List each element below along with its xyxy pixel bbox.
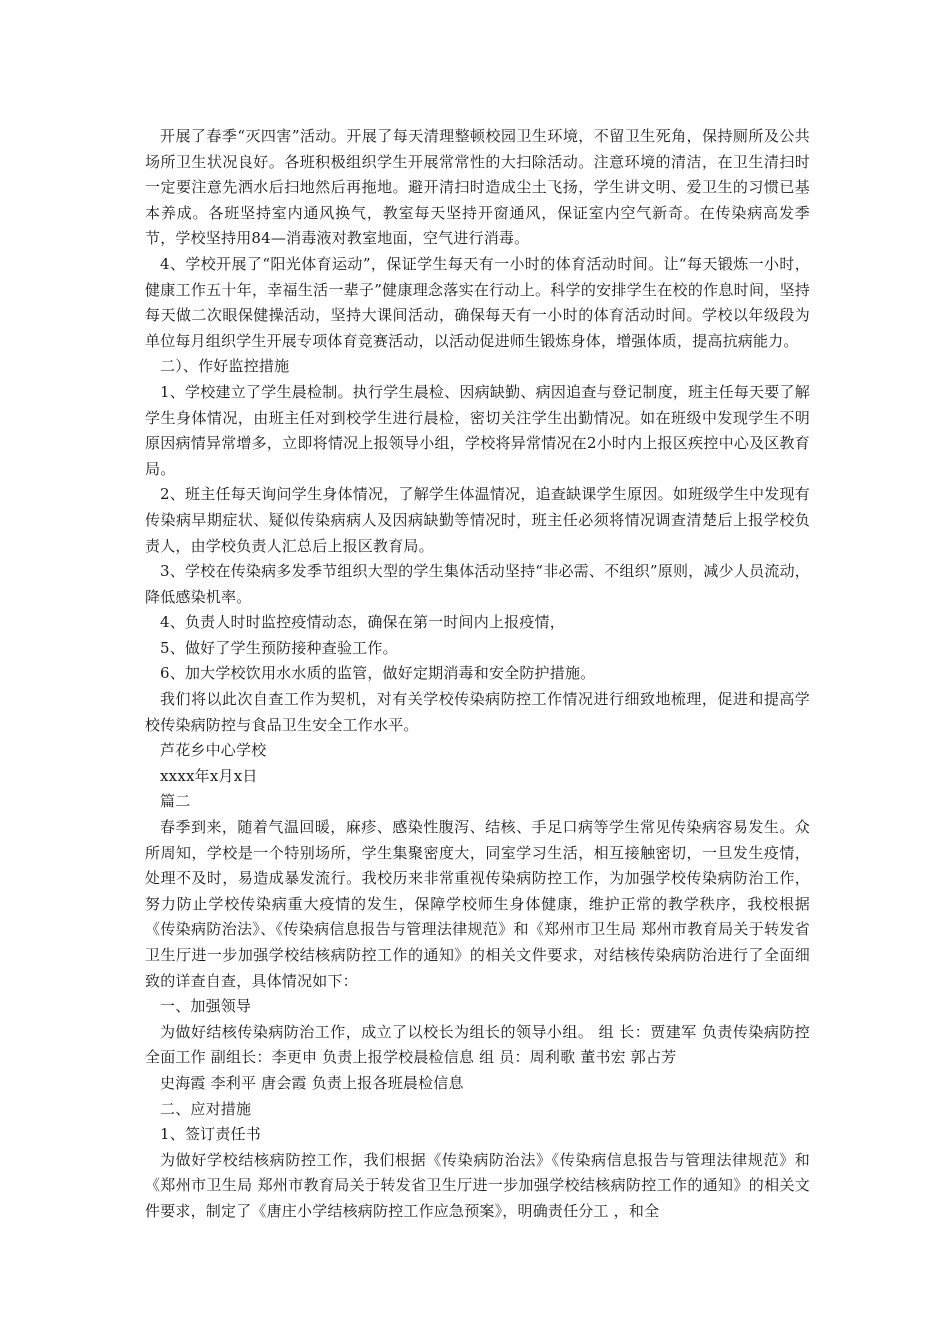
paragraph: 4、负责人时时监控疫情动态，确保在第一时间内上报疫情， bbox=[160, 613, 565, 632]
paragraph: 开展了春季“灭四害”活动。开展了每天清理整顿校园卫生环境，不留卫生死角，保持厕所及公共场所卫生状况良好。各班积极组织学生开展常常性的大扫除活动。注意环境的清洁，在卫生清扫时一定要注意先洒水后扫地然后再拖地。避开清扫时造成尘土飞扬，学生讲文明、爱卫生的习惯已基本养成。各班坚持室内通风换气，教室每天坚持开窗通风，保证室内空气新奇。在传染病高发季节，学校坚持用84—消毒液对教室地面，空气进行消毒。 bbox=[145, 127, 810, 248]
section-title: 篇二 bbox=[160, 792, 191, 811]
section-heading: 二）、作好监控措施 bbox=[160, 357, 290, 376]
paragraph: 为做好学校结核病防控工作，我们根据《传染病防治法》《传染病信息报告与管理法律规范》和《郑州市卫生局 郑州市教育局关于转发省卫生厅进一步加强学校结核病防控工作的通知》的相关文件要求，制定了《唐庄小学结核病防控工作应急预案》，明确责任分工 ，和全 bbox=[145, 1150, 810, 1220]
paragraph: 2、班主任每天询问学生身体情况，了解学生体温情况，追查缺课学生原因。如班级学生中发现有传染病早期症状、疑似传染病病人及因病缺勤等情况时，班主任必须将情况调查清楚后上报学校负责人，由学校负责人汇总后上报区教育局。 bbox=[145, 485, 810, 555]
signature-date: xxxx年x月x日 bbox=[160, 766, 258, 785]
paragraph: 4、学校开展了“阳光体育运动”，保证学生每天有一小时的体育活动时间。让“每天锻炼一小时，健康工作五十年，幸福生活一辈子”健康理念落实在行动上。科学的安排学生在校的作息时间，坚持每天做二次眼保健操活动，坚持大课间活动，确保每天有一小时的体育活动时间。学校以年级段为单位每月组织学生开展专项体育竞赛活动，以活动促进师生锻炼身体，增强体质，提高抗病能力。 bbox=[145, 254, 810, 350]
section-heading: 二、应对措施 bbox=[160, 1099, 252, 1118]
document-body bbox=[145, 124, 810, 1225]
paragraph: 春季到来，随着气温回暖，麻疹、感染性腹泻、结核、手足口病等学生常见传染病容易发生。众所周知，学校是一个特别场所，学生集聚密度大，同室学习生活，相互接触密切，一旦发生疫情，处理不及时，易造成暴发流行。我校历来非常重视传染病防控工作，为加强学校传染病防治工作，努力防止学校传染病重大疫情的发生，保障学校师生身体健康，维护正常的教学秩序，我校根据《传染病防治法》、《传染病信息报告与管理法律规范》和《郑州市卫生局 郑州市教育局关于转发省卫生厅进一步加强学校结核病防控工作的通知》的相关文件要求，对结核传染病防治进行了全面细致的详查自查，具体情况如下： bbox=[145, 818, 810, 990]
paragraph: 我们将以此次自查工作为契机，对有关学校传染病防控工作情况进行细致地梳理，促进和提高学校传染病防控与食品卫生安全工作水平。 bbox=[145, 690, 810, 734]
paragraph: 5、做好了学生预防接种查验工作。 bbox=[160, 638, 398, 657]
paragraph: 3、学校在传染病多发季节组织大型的学生集体活动坚持“非必需、不组织”原则，减少人员流动，降低感染机率。 bbox=[145, 562, 810, 606]
paragraph: 史海霞 李利平 唐会霞 负责上报各班晨检信息 bbox=[160, 1073, 464, 1092]
paragraph: 为做好结核传染病防治工作，成立了以校长为组长的领导小组。 组 长：贾建军 负责传染病防控全面工作 副组长：李更申 负责上报学校晨检信息 组 员：周利歌 董书宏 郭占芳 bbox=[145, 1022, 810, 1067]
section-heading: 一、加强领导 bbox=[160, 997, 252, 1016]
paragraph: 6、加大学校饮用水水质的监管，做好定期消毒和安全防护措施。 bbox=[160, 664, 596, 683]
paragraph: 1、学校建立了学生晨检制。执行学生晨检、因病缺勤、病因追查与登记制度，班主任每天要了解学生身体情况，由班主任对到校学生进行晨检，密切关注学生出勤情况。如在班级中发现学生不明原因病情异常增多，立即将情况上报领导小组，学校将异常情况在2小时内上报区疾控中心及区教育局。 bbox=[145, 382, 810, 478]
signature-school: 芦花乡中心学校 bbox=[160, 741, 267, 760]
subsection-heading: 1、签订责任书 bbox=[160, 1125, 261, 1144]
